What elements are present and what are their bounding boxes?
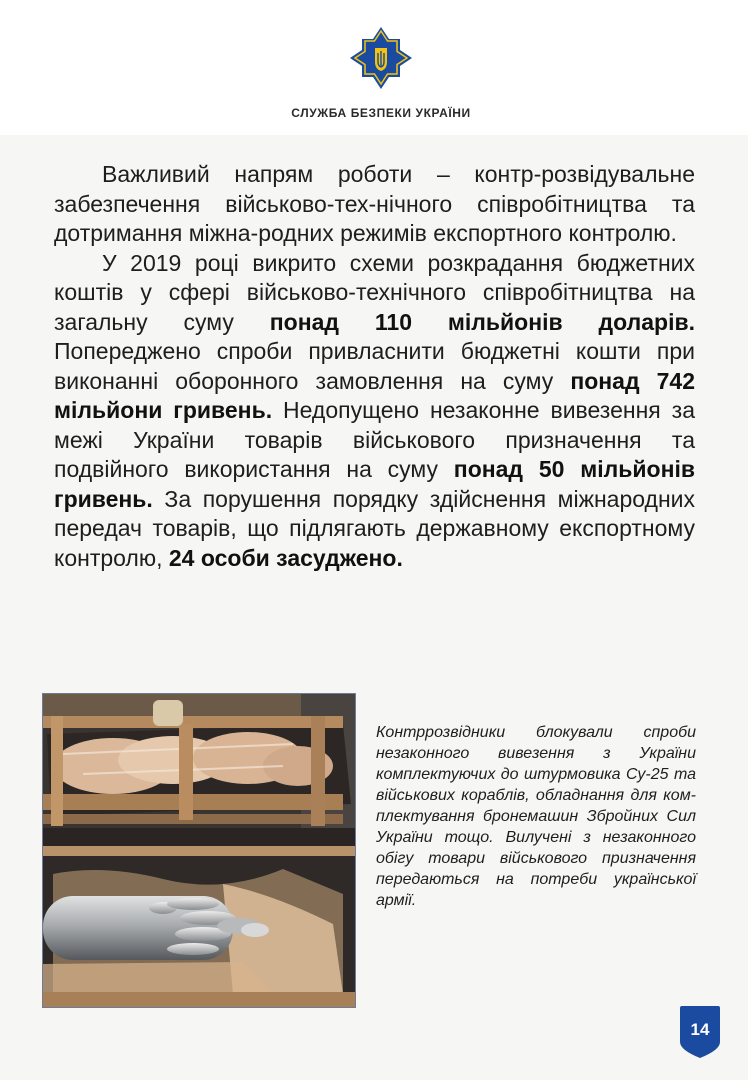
page-number: 14	[690, 1020, 710, 1039]
paragraph-1: Важливий напрям роботи – контр-розвідувальне забезпечення військово-тех-нічного співробітництва та дотримання міжна-родних режимів експортного контролю.	[54, 161, 695, 246]
photo-illustration	[43, 694, 355, 1007]
paragraph-2	[54, 249, 695, 574]
text-span: Недопущено незаконне вивезення за межі України товарів військового призначення та подвійного використання на суму	[54, 397, 695, 482]
bold-convicted: 24 особи засуджено.	[168, 544, 403, 571]
sbu-emblem-icon	[349, 26, 413, 90]
page-header	[0, 0, 748, 135]
main-text	[54, 160, 695, 573]
text-span: Попереджено спроби привласнити бюджетні кошти при виконанні оборонного замовлення на суму	[54, 338, 695, 394]
photo-caption: Контррозвідники блокували спроби незаконного вивезення з України комплектуючих до штурмовика Су-25 та військових кораблів, обладнання для ком-плектування бронемашин Збройних Сил України тощо. Вилучені з незаконного обігу товари військового призначення передаються на потреби української армії.	[376, 724, 696, 909]
seized-goods-photo	[42, 693, 356, 1008]
bold-amount-usd: понад 110 мільйонів доларів.	[269, 308, 695, 335]
bold-amount-uah-50: понад 50 мільйонів гривень.	[54, 456, 695, 512]
organization-name: СЛУЖБА БЕЗПЕКИ УКРАЇНИ	[291, 106, 471, 120]
text-span: У 2019 році викрито схеми розкрадання бюджетних коштів у сфері військово-технічного співробітництва на загальну суму	[54, 249, 695, 335]
bold-amount-uah-742: понад 742 мільйони гривень.	[54, 367, 695, 423]
text-span: За порушення порядку здійснення міжнародних передач товарів, що підлягають державному експортному контролю,	[54, 485, 695, 571]
